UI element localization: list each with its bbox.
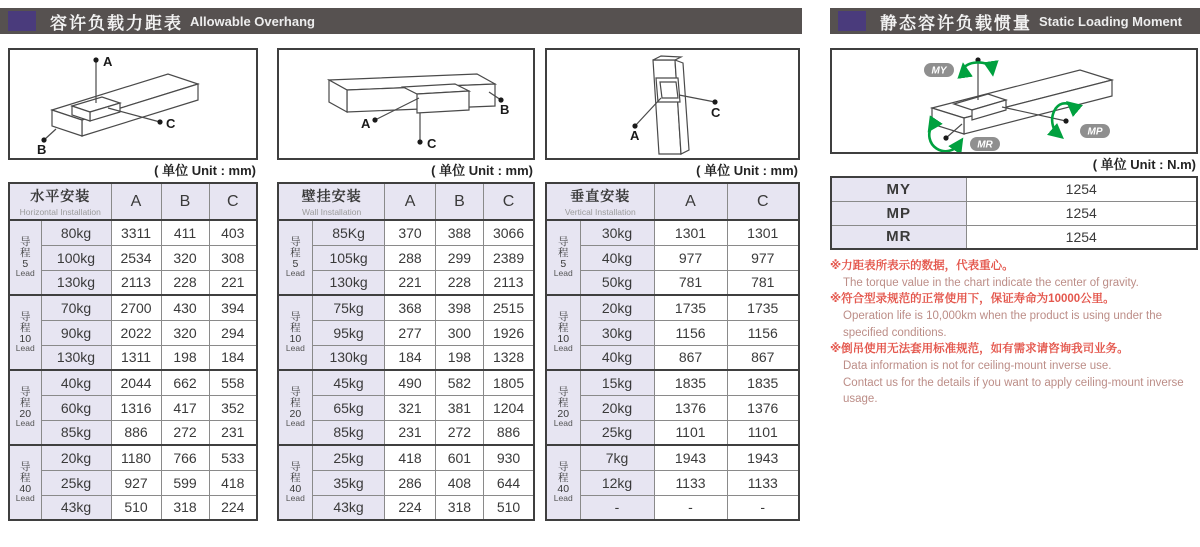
table-row (831, 201, 1197, 225)
table-row (546, 370, 799, 395)
value-cell: 1311 (111, 345, 161, 370)
load-cell: 7kg (580, 445, 654, 470)
value-cell: 3066 (484, 220, 534, 245)
value-cell: - (654, 495, 727, 520)
load-cell: 50kg (580, 270, 654, 295)
wall-installation-table (277, 182, 535, 521)
value-cell: 1101 (654, 420, 727, 445)
note-zh: ※倒吊使用无法套用标准规范，如有需求请咨询我司业务。 (830, 343, 1129, 356)
value-cell: 601 (435, 445, 483, 470)
value-cell: 533 (209, 445, 257, 470)
load-cell: 95kg (312, 320, 385, 345)
lead-10-cell: 导 程 10 Lead (9, 295, 41, 370)
table-row (546, 220, 799, 245)
table-row (9, 420, 257, 445)
moment-title-zh: 静态容许负载惯量 (880, 13, 1032, 33)
load-cell: 65kg (312, 395, 385, 420)
note-zh: ※符合型录规范的正常使用下，保证寿命为10000公里。 (830, 293, 1115, 306)
load-cell: 15kg (580, 370, 654, 395)
value-cell: 930 (484, 445, 534, 470)
unit-label-nm: ( 单位 Unit : N.m) (1092, 157, 1196, 172)
value-cell: 286 (385, 470, 435, 495)
table-row (9, 495, 257, 520)
horizontal-installation-table (8, 182, 258, 521)
value-cell: 198 (161, 345, 209, 370)
table-row (546, 420, 799, 445)
value-cell: 224 (385, 495, 435, 520)
horizontal-installation-column (8, 48, 258, 521)
table-row (546, 270, 799, 295)
value-cell: 231 (385, 420, 435, 445)
table-row (278, 220, 534, 245)
value-cell: 1735 (727, 295, 799, 320)
moment-diagram (830, 48, 1198, 154)
load-cell: 100kg (41, 245, 111, 270)
note-en: The torque value in the chart indicate the center of gravity. (843, 276, 1139, 289)
table-row (9, 470, 257, 495)
wall-title-cell: 壁挂安装 Wall Installation (278, 183, 385, 220)
value-cell: 2515 (484, 295, 534, 320)
table-row (9, 370, 257, 395)
table-row (9, 220, 257, 245)
value-cell: 1376 (654, 395, 727, 420)
vertical-installation-column (545, 48, 800, 521)
vertical-installation-table (545, 182, 800, 521)
value-cell: 231 (209, 420, 257, 445)
point-label-b: B (37, 142, 47, 157)
value-cell: 1376 (727, 395, 799, 420)
value-cell: 221 (385, 270, 435, 295)
point-label-a: A (103, 54, 113, 69)
value-cell: 644 (484, 470, 534, 495)
table-row (278, 245, 534, 270)
table-row (546, 295, 799, 320)
wall-installation-column (277, 48, 535, 521)
moment-section-header (830, 8, 1200, 34)
load-cell: 130kg (312, 345, 385, 370)
value-cell: 370 (385, 220, 435, 245)
value-cell: 1156 (727, 320, 799, 345)
moment-table (830, 176, 1198, 250)
value-cell: 388 (435, 220, 483, 245)
load-cell: 43kg (41, 495, 111, 520)
value-cell: 228 (435, 270, 483, 295)
value-cell: 398 (435, 295, 483, 320)
value-cell: 781 (654, 270, 727, 295)
wall-installation-diagram (277, 48, 535, 160)
value-cell: 184 (209, 345, 257, 370)
moment-isometric-diagram (832, 50, 1196, 152)
static-moment-column (830, 48, 1198, 408)
moment-label: MR (831, 225, 966, 249)
table-row (9, 345, 257, 370)
value-cell: 288 (385, 245, 435, 270)
col-header-a: A (111, 183, 161, 220)
col-header-a: A (385, 183, 435, 220)
lead-40-cell: 导 程 40 Lead (278, 445, 312, 520)
lead-20-cell: 导 程 20 Lead (278, 370, 312, 445)
load-cell: 43kg (312, 495, 385, 520)
load-cell: 20kg (580, 395, 654, 420)
note-en: Contact us for the details if you want to apply ceiling-mount inverse usage. (843, 376, 1184, 406)
value-cell: 394 (209, 295, 257, 320)
value-cell: 582 (435, 370, 483, 395)
moment-label: MP (831, 201, 966, 225)
value-cell: 221 (209, 270, 257, 295)
value-cell: 1328 (484, 345, 534, 370)
value-cell: 1805 (484, 370, 534, 395)
table-row (278, 395, 534, 420)
lead-20-cell: 导 程 20 Lead (9, 370, 41, 445)
moment-badge-mp: MP (1087, 126, 1103, 138)
value-cell: 781 (727, 270, 799, 295)
value-cell: - (727, 495, 799, 520)
unit-label-mm: ( 单位 Unit : mm) (154, 163, 256, 178)
value-cell: 2534 (111, 245, 161, 270)
value-cell: 886 (484, 420, 534, 445)
col-header-c: C (209, 183, 257, 220)
value-cell: 662 (161, 370, 209, 395)
table-row (9, 395, 257, 420)
table-header-row (278, 183, 534, 220)
table-row (9, 270, 257, 295)
load-cell: 85kg (41, 420, 111, 445)
load-cell: 40kg (41, 370, 111, 395)
value-cell: 381 (435, 395, 483, 420)
load-cell: 70kg (41, 295, 111, 320)
value-cell: 224 (209, 495, 257, 520)
unit-label-mm: ( 单位 Unit : mm) (431, 163, 533, 178)
moment-value: 1254 (966, 177, 1197, 201)
load-cell: 40kg (580, 245, 654, 270)
load-cell: 30kg (580, 320, 654, 345)
table-row (546, 245, 799, 270)
load-cell: 25kg (580, 420, 654, 445)
lead-10-cell: 导 程 10 Lead (546, 295, 580, 370)
value-cell: 228 (161, 270, 209, 295)
wall-spec-table (277, 182, 535, 521)
note-en: Data information is not for ceiling-mount inverse use. (843, 360, 1112, 373)
point-label-c: C (711, 105, 721, 120)
value-cell: 1204 (484, 395, 534, 420)
load-cell: 20kg (41, 445, 111, 470)
load-cell: 20kg (580, 295, 654, 320)
value-cell: 927 (111, 470, 161, 495)
value-cell: 308 (209, 245, 257, 270)
table-row (278, 420, 534, 445)
table-row (831, 225, 1197, 249)
value-cell: 418 (209, 470, 257, 495)
value-cell: 510 (111, 495, 161, 520)
col-header-b: B (435, 183, 483, 220)
load-cell: 75kg (312, 295, 385, 320)
horizontal-installation-diagram (8, 48, 258, 160)
value-cell: 184 (385, 345, 435, 370)
purple-accent-square (8, 11, 36, 31)
overhang-section-header (0, 8, 802, 34)
value-cell: 1133 (654, 470, 727, 495)
load-cell: 130kg (41, 345, 111, 370)
vertical-installation-diagram (545, 48, 800, 160)
value-cell: 1316 (111, 395, 161, 420)
value-cell: 2022 (111, 320, 161, 345)
table-header-row (546, 183, 799, 220)
value-cell: 2700 (111, 295, 161, 320)
lead-40-cell: 导 程 40 Lead (546, 445, 580, 520)
overhang-title-en: Allowable Overhang (190, 13, 315, 29)
load-cell: 30kg (580, 220, 654, 245)
value-cell: 300 (435, 320, 483, 345)
table-row (278, 320, 534, 345)
table-row (546, 395, 799, 420)
table-row (278, 345, 534, 370)
value-cell: 1835 (654, 370, 727, 395)
moment-badge-mr: MR (977, 139, 993, 151)
horizontal-title-cell: 水平安装 Horizontal Installation (9, 183, 111, 220)
table-row (546, 470, 799, 495)
value-cell: 272 (435, 420, 483, 445)
moment-value: 1254 (966, 201, 1197, 225)
moment-label: MY (831, 177, 966, 201)
unit-label-mm: ( 单位 Unit : mm) (696, 163, 798, 178)
load-cell: 90kg (41, 320, 111, 345)
value-cell: 867 (654, 345, 727, 370)
table-row (278, 470, 534, 495)
value-cell: 198 (435, 345, 483, 370)
table-row (278, 270, 534, 295)
load-cell: 130kg (41, 270, 111, 295)
value-cell: 408 (435, 470, 483, 495)
moment-value: 1254 (966, 225, 1197, 249)
value-cell: 1101 (727, 420, 799, 445)
col-header-a: A (654, 183, 727, 220)
value-cell: 318 (161, 495, 209, 520)
value-cell: 418 (385, 445, 435, 470)
table-row (9, 245, 257, 270)
value-cell: 294 (209, 320, 257, 345)
value-cell: 1943 (727, 445, 799, 470)
value-cell: 1156 (654, 320, 727, 345)
value-cell: 2389 (484, 245, 534, 270)
note-en: Operation life is 10,000km when the product is using under the specified conditions. (843, 310, 1162, 339)
load-cell: 130kg (312, 270, 385, 295)
value-cell: 320 (161, 245, 209, 270)
value-cell: 417 (161, 395, 209, 420)
rail-isometric-diagram (547, 50, 798, 158)
lead-20-cell: 导 程 20 Lead (546, 370, 580, 445)
value-cell: 320 (161, 320, 209, 345)
lead-5-cell: 导 程 5 Lead (546, 220, 580, 295)
table-row (278, 370, 534, 395)
load-cell: 40kg (580, 345, 654, 370)
load-cell: 85Kg (312, 220, 385, 245)
table-row (9, 295, 257, 320)
load-cell: 45kg (312, 370, 385, 395)
table-row (9, 445, 257, 470)
rail-isometric-diagram (279, 50, 533, 158)
value-cell: 1301 (654, 220, 727, 245)
value-cell: 352 (209, 395, 257, 420)
table-header-row (9, 183, 257, 220)
value-cell: 766 (161, 445, 209, 470)
moment-badge-my: MY (931, 65, 947, 77)
value-cell: 558 (209, 370, 257, 395)
load-cell: - (580, 495, 654, 520)
value-cell: 1301 (727, 220, 799, 245)
load-cell: 25kg (41, 470, 111, 495)
load-cell: 105kg (312, 245, 385, 270)
value-cell: 510 (484, 495, 534, 520)
value-cell: 2113 (484, 270, 534, 295)
value-cell: 977 (654, 245, 727, 270)
col-header-c: C (727, 183, 799, 220)
load-cell: 12kg (580, 470, 654, 495)
value-cell: 2044 (111, 370, 161, 395)
value-cell: 886 (111, 420, 161, 445)
table-row (831, 177, 1197, 201)
lead-5-cell: 导 程 5 Lead (9, 220, 41, 295)
load-cell: 85kg (312, 420, 385, 445)
value-cell: 3311 (111, 220, 161, 245)
value-cell: 318 (435, 495, 483, 520)
overhang-title-zh: 容许负载力距表 (50, 13, 183, 33)
value-cell: 368 (385, 295, 435, 320)
notes-block (830, 258, 1192, 408)
point-label-c: C (166, 116, 176, 131)
value-cell: 430 (161, 295, 209, 320)
value-cell: 299 (435, 245, 483, 270)
point-label-a: A (630, 128, 640, 143)
col-header-b: B (161, 183, 209, 220)
value-cell: 277 (385, 320, 435, 345)
horizontal-spec-table (8, 182, 258, 521)
table-row (278, 295, 534, 320)
value-cell: 1133 (727, 470, 799, 495)
note-zh: ※力距表所表示的数据，代表重心。 (830, 260, 1014, 272)
vertical-spec-table (545, 182, 800, 521)
point-label-a: A (361, 116, 371, 131)
value-cell: 2113 (111, 270, 161, 295)
rail-isometric-diagram (10, 50, 256, 158)
value-cell: 411 (161, 220, 209, 245)
value-cell: 1835 (727, 370, 799, 395)
value-cell: 867 (727, 345, 799, 370)
value-cell: 977 (727, 245, 799, 270)
point-label-b: B (500, 102, 510, 117)
value-cell: 272 (161, 420, 209, 445)
value-cell: 403 (209, 220, 257, 245)
point-label-c: C (427, 136, 437, 151)
lead-40-cell: 导 程 40 Lead (9, 445, 41, 520)
col-header-c: C (484, 183, 534, 220)
value-cell: 599 (161, 470, 209, 495)
load-cell: 35kg (312, 470, 385, 495)
table-row (546, 345, 799, 370)
value-cell: 1180 (111, 445, 161, 470)
value-cell: 1926 (484, 320, 534, 345)
load-cell: 80kg (41, 220, 111, 245)
value-cell: 490 (385, 370, 435, 395)
load-cell: 25kg (312, 445, 385, 470)
lead-5-cell: 导 程 5 Lead (278, 220, 312, 295)
table-row (278, 445, 534, 470)
value-cell: 1943 (654, 445, 727, 470)
table-row (546, 445, 799, 470)
table-row (546, 495, 799, 520)
table-row (546, 320, 799, 345)
value-cell: 1735 (654, 295, 727, 320)
table-row (278, 495, 534, 520)
load-cell: 60kg (41, 395, 111, 420)
moment-title-en: Static Loading Moment (1039, 13, 1182, 29)
lead-10-cell: 导 程 10 Lead (278, 295, 312, 370)
purple-accent-square (838, 11, 866, 31)
value-cell: 321 (385, 395, 435, 420)
vertical-title-cell: 垂直安装 Vertical Installation (546, 183, 654, 220)
table-row (9, 320, 257, 345)
